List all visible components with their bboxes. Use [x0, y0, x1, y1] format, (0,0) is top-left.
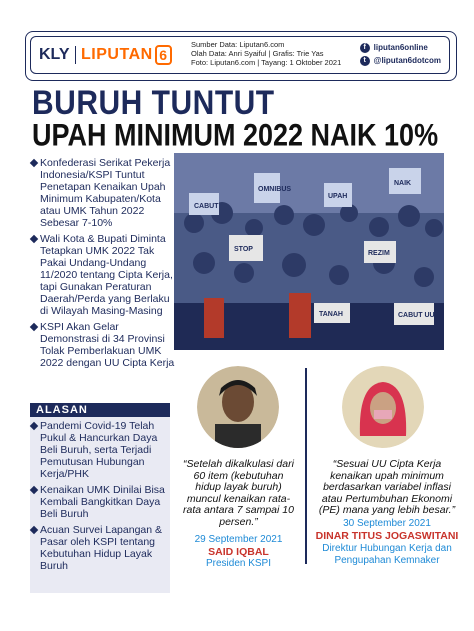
header-bar: [30, 36, 450, 74]
reason-item: Acuan Survei Lapangan & Pasar oleh KSPI tentang Kebutuhan Hidup Layak Buruh: [30, 524, 170, 572]
quote-date: 29 September 2021: [194, 534, 283, 545]
credit-line: Sumber Data: Liputan6.com: [191, 40, 285, 49]
twitter-handle: @liputan6dotcom: [373, 56, 441, 65]
protest-sign-text: CABUT UU: [398, 312, 435, 319]
reason-item: Kenaikan UMK Dinilai Bisa Kembali Bangkitkan Daya Beli Buruh: [30, 484, 170, 520]
key-point: Konfederasi Serikat Pekerja Indonesia/KSPI Tuntut Penetapan Kenaikan Upah Minimum Kabupaten/Kota atau UMK Tahun 2022 Sebesar 7-10%: [30, 157, 175, 229]
protest-sign-text: CABUT: [194, 203, 219, 210]
portrait-image: [342, 366, 424, 448]
key-point: KSPI Akan Gelar Demonstrasi di 34 Provinsi Tolak Pemberlakuan UMK 2022 dengan UU Cipta Kerja: [30, 321, 175, 369]
title-line-1: BURUH TUNTUT: [32, 84, 275, 122]
key-points: [30, 157, 175, 373]
brand-six: 6: [155, 45, 172, 65]
protest-sign-text: REZIM: [368, 250, 390, 257]
brand-logo: [39, 43, 172, 67]
reason-list: [30, 420, 170, 576]
reason-item: Pandemi Covid-19 Telah Pukul & Hancurkan Daya Beli Buruh, serta Terjadi Pemutusan Hubungan Kerja/PHK: [30, 420, 170, 480]
portrait-image: [197, 366, 279, 448]
logo-divider: [75, 46, 77, 64]
facebook-icon: f: [360, 43, 370, 53]
quote-divider: [305, 368, 307, 564]
facebook-link[interactable]: [360, 41, 441, 54]
protest-sign-text: UPAH: [328, 193, 348, 200]
speaker-role: Presiden KSPI: [205, 558, 272, 569]
protest-sign-text: OMNIBUS: [258, 186, 292, 193]
avatar-said-iqbal: [197, 366, 279, 448]
twitter-link[interactable]: [360, 54, 441, 67]
quote-said-iqbal: “Setelah dikalkulasi dari 60 item (kebutuhan hidup layak buruh) muncul kenaikan rata-rata antara 7 sampai 10 persen.”: [183, 458, 294, 528]
brand-name: LIPUTAN: [81, 46, 153, 63]
protest-crowd-image: [174, 153, 444, 350]
protest-sign-text: NAIK: [394, 180, 412, 187]
facebook-handle: liputan6online: [373, 43, 428, 52]
credits: [191, 40, 341, 67]
protest-sign-text: TANAH: [319, 311, 343, 318]
alasan-heading: ALASAN: [30, 403, 170, 417]
quote-date: 30 September 2021: [343, 518, 431, 529]
speaker-role: Direktur Hubungan Kerja dan Pengupahan Kemnaker: [322, 543, 452, 566]
protest-photo: [174, 153, 444, 350]
avatar-dinar-titus: [342, 366, 424, 448]
protest-sign-text: STOP: [234, 246, 253, 253]
speaker-name: SAID IQBAL: [208, 546, 269, 558]
key-point: Wali Kota & Bupati Diminta Tetapkan UMK 2022 Tak Pakai Undang-Undang 11/2020 tentang Cipta Kerja, tapi Gunakan Peraturan Daerah/Perda yang Berlaku di Wilayah Masing-Masing: [30, 233, 175, 317]
title-line-2: UPAH MINIMUM 2022 NAIK 10%: [32, 118, 439, 153]
credit-line: Foto: Liputan6.com | Tayang: 1 Oktober 2021: [191, 58, 342, 67]
brand-kly: KLY: [39, 46, 70, 63]
twitter-icon: t: [360, 56, 370, 66]
speaker-name: DINAR TITUS JOGASWITANI: [315, 530, 459, 542]
quote-dinar-titus: “Sesuai UU Cipta Kerja kenaikan upah minimum berdasarkan variabel inflasi atau Pertumbuhan Ekonomi (PE) mana yang lebih besar.”: [318, 458, 456, 516]
credit-line: Olah Data: Anri Syaiful | Grafis: Trie Yas: [191, 49, 324, 58]
social-links: [360, 41, 441, 67]
